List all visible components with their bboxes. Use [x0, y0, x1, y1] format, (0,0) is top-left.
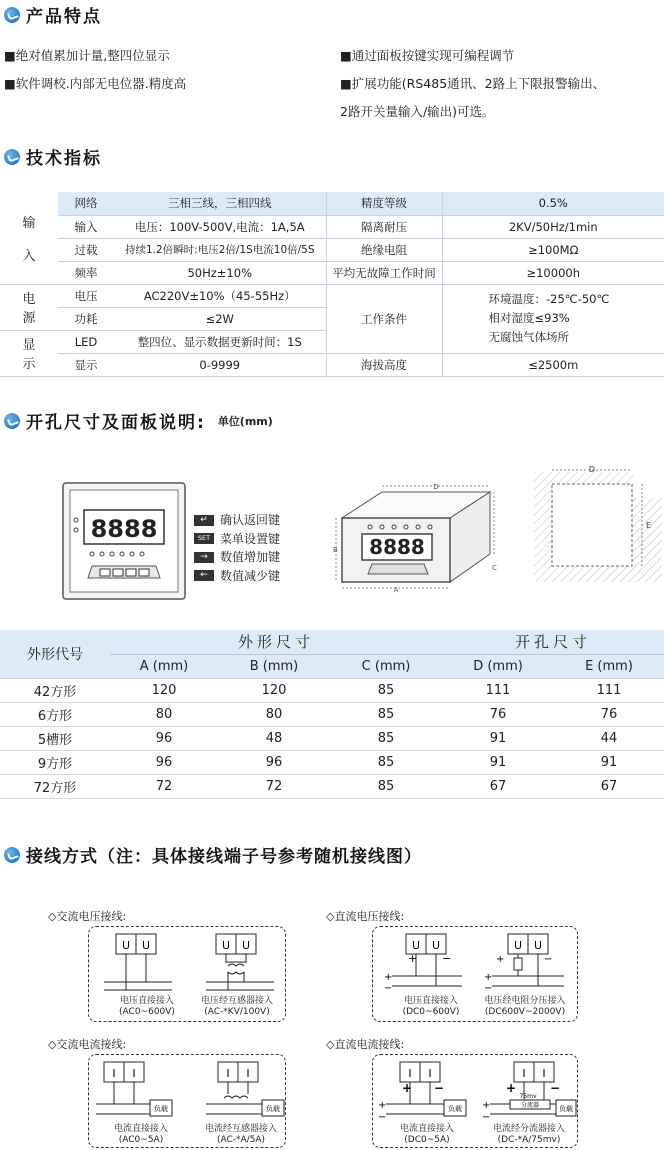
front-display-digits: 8888 — [90, 515, 158, 543]
ac-voltage-title: ◇交流电压接线: — [48, 910, 127, 923]
spec-row: 电 源 电压 AC220V±10%（45-55Hz） 工作条件 环境温度：-25℃-50℃ 相对湿度≤93% 无腐蚀气体场所 — [0, 284, 664, 307]
dims-cell: 85 — [330, 702, 442, 726]
features-heading: 产品特点 — [4, 2, 102, 27]
svg-text:分流器: 分流器 — [520, 1102, 540, 1109]
perspective-meter-drawing — [330, 478, 500, 594]
section-bullet-icon — [4, 149, 20, 165]
dims-cell: 120 — [218, 678, 330, 702]
dc-current-title: ◇直流电流接线: — [326, 1038, 405, 1051]
set-key-icon: SET — [194, 533, 214, 544]
group-power: 电 源 — [0, 284, 58, 330]
svg-text:I: I — [522, 1067, 526, 1080]
svg-text:+: + — [402, 1081, 413, 1095]
dims-header-row: 外形代号 外形尺寸 开孔尺寸 — [0, 630, 664, 654]
svg-text:I: I — [226, 1067, 230, 1080]
dims-cell: 72 — [218, 774, 330, 798]
dc-voltage-caption-1: 电压直接接入 (DC0~600V) — [402, 996, 460, 1017]
svg-text:负载: 负载 — [448, 1105, 462, 1113]
dims-row — [0, 678, 664, 702]
dc-current-caption-2: 电流经分流器接入 (DC-*A/75mv) — [492, 1124, 565, 1145]
svg-text:I: I — [112, 1067, 116, 1080]
dims-cell: 85 — [330, 774, 442, 798]
dc-current-caption-1: 电流直接接入 (DC0~5A) — [399, 1124, 454, 1145]
ac-voltage-caption-1: 电压直接接入 (AC0~600V) — [119, 996, 175, 1017]
dims-cell: 85 — [330, 726, 442, 750]
dims-cell: 96 — [110, 750, 218, 774]
section-bullet-icon — [4, 847, 20, 863]
svg-text:+: + — [384, 972, 393, 983]
svg-text:−: − — [484, 983, 493, 994]
dims-cell: 91 — [442, 726, 554, 750]
spec-row: 功耗 ≤2W — [0, 307, 664, 330]
svg-text:U: U — [513, 939, 523, 952]
svg-text:−: − — [384, 983, 393, 994]
svg-text:U: U — [431, 939, 441, 952]
svg-text:U: U — [141, 939, 151, 952]
dims-cell: 80 — [110, 702, 218, 726]
dims-cell: 91 — [442, 750, 554, 774]
svg-text:C: C — [492, 564, 497, 572]
ac-current-caption-2: 电流经互感器接入 (AC-*A/5A) — [204, 1124, 277, 1145]
dims-cell: 111 — [554, 678, 664, 702]
dims-cell: 96 — [218, 750, 330, 774]
dims-cell: 42方形 — [0, 678, 110, 702]
dims-cell: 80 — [218, 702, 330, 726]
svg-text:负载: 负载 — [559, 1105, 573, 1113]
spec-row: 过载 持续1.2倍瞬时:电压2倍/1S电流10倍/5S 绝缘电阻 ≥100MΩ — [0, 238, 664, 261]
svg-text:I: I — [428, 1067, 432, 1080]
svg-text:−: − — [442, 952, 452, 965]
svg-text:A: A — [393, 586, 399, 594]
svg-text:D: D — [588, 465, 596, 474]
svg-text:+: + — [496, 954, 505, 965]
ac-current-title: ◇交流电流接线: — [48, 1038, 127, 1051]
svg-text:+: + — [378, 1100, 387, 1111]
legend-item: SET 菜单设置键 — [194, 530, 280, 549]
dims-cell: 67 — [442, 774, 554, 798]
spec-row: 显 示 LED 整四位、显示数据更新时间：1S — [0, 330, 664, 353]
dims-cell: 72方形 — [0, 774, 110, 798]
svg-text:U: U — [221, 939, 231, 952]
dims-cell: 120 — [110, 678, 218, 702]
dims-cell: 48 — [218, 726, 330, 750]
group-input: 输 入 — [0, 192, 58, 284]
legend-item: ↵ 确认返回键 — [194, 511, 280, 530]
work-conditions-values: 环境温度：-25℃-50℃ 相对湿度≤93% 无腐蚀气体场所 — [442, 284, 664, 353]
svg-text:+: + — [484, 972, 493, 983]
svg-text:−: − — [544, 954, 553, 965]
dims-cell: 76 — [554, 702, 664, 726]
svg-text:U: U — [533, 939, 543, 952]
panel-heading: 开孔尺寸及面板说明: 单位(mm) — [4, 408, 273, 433]
dims-cell: 91 — [554, 750, 664, 774]
dims-subheader-row: A (mm) B (mm) C (mm) D (mm) E (mm) — [0, 654, 664, 678]
svg-text:−: − — [550, 1081, 561, 1095]
section-bullet-icon — [4, 7, 20, 23]
dims-cell: 72 — [110, 774, 218, 798]
dc-voltage-title: ◇直流电压接线: — [326, 910, 405, 923]
ac-current-caption-1: 电流直接接入 (AC0~5A) — [113, 1124, 168, 1145]
svg-text:I: I — [132, 1067, 136, 1080]
features-right: ■通过面板按键实现可编程调节 ■扩展功能(RS485通讯、2路上下限报警输出、 2路开关量输入/输出)可选。 — [340, 48, 606, 119]
front-panel-drawing — [62, 482, 186, 600]
dims-cell: 44 — [554, 726, 664, 750]
svg-text:+: + — [408, 952, 418, 965]
wiring-heading: 接线方式（注：具体接线端子号参考随机接线图） — [4, 842, 422, 867]
dims-row — [0, 726, 664, 750]
svg-text:I: I — [542, 1067, 546, 1080]
svg-text:负载: 负载 — [154, 1105, 168, 1113]
svg-text:U: U — [241, 939, 251, 952]
dims-cell: 96 — [110, 726, 218, 750]
svg-text:−: − — [378, 1112, 387, 1123]
dims-cell: 9方形 — [0, 750, 110, 774]
section-bullet-icon — [4, 413, 20, 429]
svg-text:B: B — [333, 546, 338, 554]
svg-text:I: I — [408, 1067, 412, 1080]
svg-text:+: + — [506, 1081, 517, 1095]
svg-text:75mv: 75mv — [519, 1093, 537, 1100]
dims-row — [0, 702, 664, 726]
left-arrow-icon: ← — [194, 570, 214, 581]
dims-row — [0, 750, 664, 774]
dims-cell: 85 — [330, 750, 442, 774]
perspective-display-digits: 8888 — [369, 535, 425, 559]
svg-text:+: + — [482, 1100, 491, 1111]
dc-voltage-caption-2: 电压经电阻分压接入 (DC600V~2000V) — [484, 996, 566, 1017]
dims-cell: 76 — [442, 702, 554, 726]
dims-cell: 111 — [442, 678, 554, 702]
svg-text:U: U — [411, 939, 421, 952]
right-arrow-icon: → — [194, 552, 214, 563]
ac-voltage-caption-2: 电压经互感器接入 (AC-*KV/100V) — [200, 996, 273, 1017]
cutout-drawing — [534, 464, 662, 588]
svg-text:U: U — [121, 939, 131, 952]
dims-cell: 85 — [330, 678, 442, 702]
svg-text:−: − — [434, 1081, 445, 1095]
legend-item: ← 数值减少键 — [194, 567, 280, 586]
svg-text:I: I — [246, 1067, 250, 1080]
specs-heading: 技术指标 — [4, 144, 102, 169]
dims-cell: 67 — [554, 774, 664, 798]
features-left: ■绝对值累加计量,整四位显示 ■软件调校.内部无电位器.精度高 — [4, 48, 187, 91]
legend-item: → 数值增加键 — [194, 548, 280, 567]
work-conditions-label: 工作条件 — [326, 284, 442, 353]
return-key-icon: ↵ — [194, 515, 214, 526]
spec-row: 输 入 网络 三相三线，三相四线 精度等级 0.5% — [0, 192, 664, 215]
svg-text:E: E — [646, 521, 652, 530]
dims-cell: 5槽形 — [0, 726, 110, 750]
spec-table — [0, 192, 664, 377]
dims-cell: 6方形 — [0, 702, 110, 726]
svg-text:−: − — [482, 1112, 491, 1123]
svg-text:D: D — [433, 483, 439, 491]
group-display: 显 示 — [0, 330, 58, 376]
spec-row: 显示 0-9999 海拔高度 ≤2500m — [0, 353, 664, 376]
spec-row: 频率 50Hz±10% 平均无故障工作时间 ≥10000h — [0, 261, 664, 284]
dimension-table — [0, 630, 664, 799]
spec-row: 输入 电压：100V-500V,电流：1A,5A 隔离耐压 2KV/50Hz/1min — [0, 215, 664, 238]
dims-row — [0, 774, 664, 798]
svg-text:负载: 负载 — [266, 1105, 280, 1113]
key-legend — [194, 511, 280, 585]
